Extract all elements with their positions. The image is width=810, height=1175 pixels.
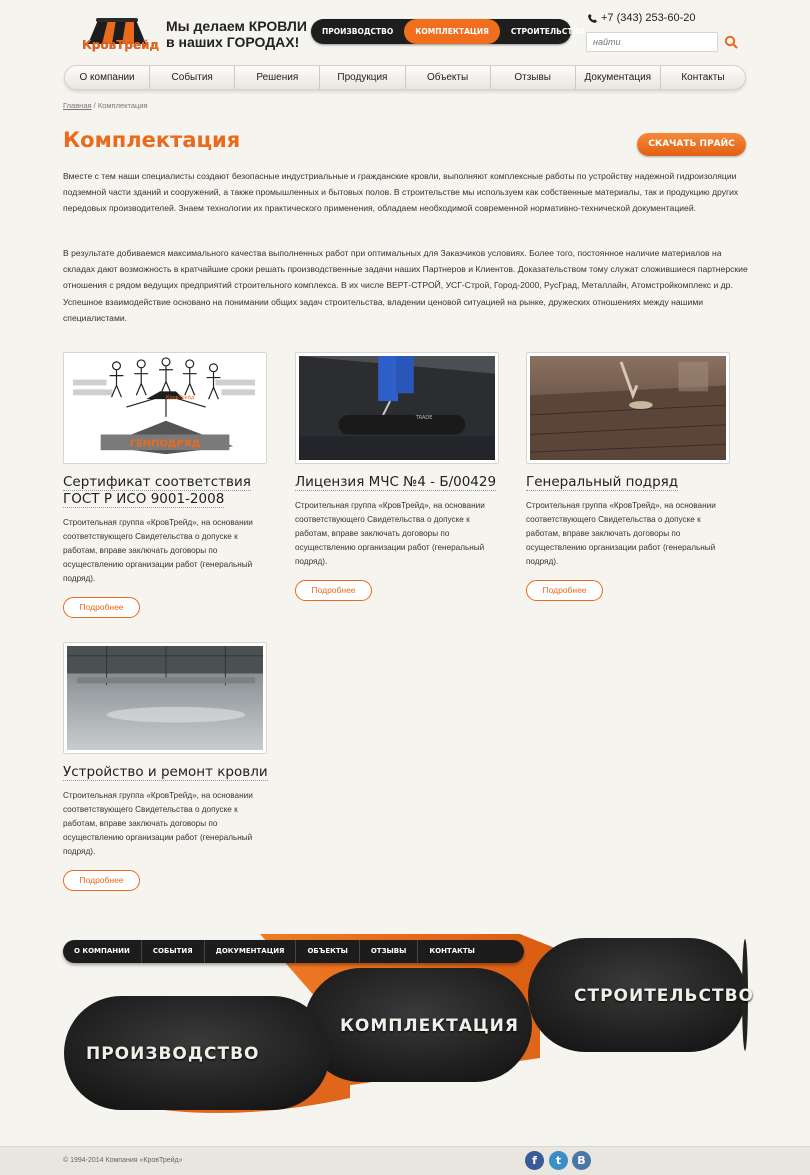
search-input[interactable]	[586, 32, 718, 52]
card-image[interactable]	[295, 352, 499, 464]
more-button[interactable]: Подробнее	[295, 580, 372, 601]
footer-link-contacts[interactable]: КОНТАКТЫ	[429, 947, 475, 955]
main-menu	[64, 65, 746, 90]
card-text: Строительная группа «КровТрейд», на основании соответствующего Свидетельства о допуске к работам, вправе заключать договоры по осуществлению организации работ (генеральный подряд).	[63, 518, 253, 583]
top-nav-production[interactable]: ПРОИЗВОДСТВО	[322, 27, 394, 36]
card-image-sign: ГЕНПОДРЯД	[129, 438, 201, 450]
card-general-contract	[526, 352, 731, 601]
top-nav	[311, 19, 585, 44]
intro-paragraph-1: Вместе с тем наши специалисты создают безопасные индустриальные и гражданские кровли, выполняют комплексные работы по устройству надежной гидроизоляции подземной части зданий и сооружений, а также промышленных и бытовых полов. В строительстве мы используем как собственные материалы, так и продукцию других передовых производителей. Знаем технологии их практического применения, обладаем необходимой современной нормативно-технической документацией.	[63, 171, 739, 214]
menu-item-solutions[interactable]: Решения	[235, 66, 320, 89]
roll-label-komplektatsiya[interactable]: КОМПЛЕКТАЦИЯ	[340, 1016, 519, 1036]
menu-item-events[interactable]: События	[150, 66, 235, 89]
slogan: Мы делаем КРОВЛИ в наших ГОРОДАХ!	[166, 18, 307, 50]
download-price-button[interactable]: СКАЧАТЬ ПРАЙС	[637, 133, 746, 156]
footer-link-reviews[interactable]: ОТЗЫВЫ	[360, 940, 419, 963]
card-roofing	[63, 642, 268, 891]
phone-number[interactable]: +7 (343) 253-60-20	[601, 12, 696, 24]
menu-item-contacts[interactable]: Контакты	[681, 72, 725, 83]
facebook-icon[interactable]: f	[525, 1151, 544, 1170]
menu-item-objects[interactable]: Объекты	[406, 66, 491, 89]
search-icon[interactable]	[724, 35, 738, 49]
menu-item-about[interactable]: О компании	[65, 66, 150, 89]
card-image[interactable]	[526, 352, 730, 464]
page-title: Комплектация	[63, 128, 241, 152]
card-license	[295, 352, 500, 601]
card-text: Строительная группа «КровТрейд», на основании соответствующего Свидетельства о допуске к работам, вправе заключать договоры по осуществлению организации работ (генеральный подряд).	[295, 501, 485, 566]
card-title[interactable]: Устройство и ремонт кровли	[63, 764, 268, 780]
card-title[interactable]: Генеральный подряд	[526, 474, 679, 490]
intro-paragraph-2: В результате добиваемся максимального качества выполненных работ при оптимальных для Заказчиков условиях. Более того, постоянное наличие материалов на складах дают возможность в кратчайшие сроки решать производственные задачи наших Партнеров и Клиентов. Доказательством тому служат сложившиеся партнерские отношения с рядом ведущих предприятий строительного комплекса. В их числе ВЕРТ-СТРОЙ, УСГ-Строй, Город-2000, РусГрад, Металлайн, Атомстройкомплекс и др. Успешное взаимодействие основано на понимании общих задач строительства, владении ценовой ситуацией на рынке, дружеских отношениях между нашими специалистами.	[63, 248, 748, 323]
card-text: Строительная группа «КровТрейд», на основании соответствующего Свидетельства о допуске к работам, вправе заключать договоры по осуществлению организации работ (генеральный подряд).	[526, 501, 716, 566]
brand-name: КровТрейд	[82, 38, 160, 52]
breadcrumb: Главная / Комплектация	[63, 101, 148, 110]
menu-item-docs[interactable]: Документация	[576, 66, 661, 89]
footer-menu	[63, 940, 524, 963]
menu-item-reviews[interactable]: Отзывы	[491, 66, 576, 89]
roll-label-production[interactable]: ПРОИЗВОДСТВО	[86, 1044, 260, 1064]
footer-link-about[interactable]: О КОМПАНИИ	[63, 940, 142, 963]
menu-item-products[interactable]: Продукция	[320, 66, 405, 89]
card-image[interactable]	[63, 642, 267, 754]
top-nav-komplektatsiya[interactable]: КОМПЛЕКТАЦИЯ	[404, 19, 500, 44]
copyright: © 1994-2014 Компания «КровТрейд»	[63, 1157, 183, 1164]
card-image-logo: КровТрейд	[165, 395, 195, 402]
footer-link-docs[interactable]: ДОКУМЕНТАЦИЯ	[205, 940, 297, 963]
more-button[interactable]: Подробнее	[526, 580, 603, 601]
card-text: Строительная группа «КровТрейд», на основании соответствующего Свидетельства о допуске к работам, вправе заключать договоры по осуществлению организации работ (генеральный подряд).	[63, 791, 253, 856]
vkontakte-icon[interactable]: B	[572, 1151, 591, 1170]
footer-link-objects[interactable]: ОБЪЕКТЫ	[296, 940, 359, 963]
breadcrumb-home[interactable]: Главная	[63, 101, 92, 110]
roll-label-construction[interactable]: СТРОИТЕЛЬСТВО	[574, 986, 754, 1006]
card-title[interactable]: Сертификат соответствия ГОСТ Р ИСО 9001-2008	[63, 474, 251, 507]
phone-icon	[588, 14, 597, 23]
more-button[interactable]: Подробнее	[63, 870, 140, 891]
breadcrumb-current: Комплектация	[97, 101, 148, 110]
phone	[588, 12, 695, 24]
footer-link-events[interactable]: СОБЫТИЯ	[142, 940, 205, 963]
top-nav-construction[interactable]: СТРОИТЕЛЬСТВО	[510, 27, 585, 36]
more-button[interactable]: Подробнее	[63, 597, 140, 618]
twitter-icon[interactable]: t	[549, 1151, 568, 1170]
card-image[interactable]	[63, 352, 267, 464]
card-image-sign: TRADE	[415, 414, 433, 421]
card-certificate	[63, 352, 268, 618]
card-title[interactable]: Лицензия МЧС №4 - Б/00429	[295, 474, 497, 490]
